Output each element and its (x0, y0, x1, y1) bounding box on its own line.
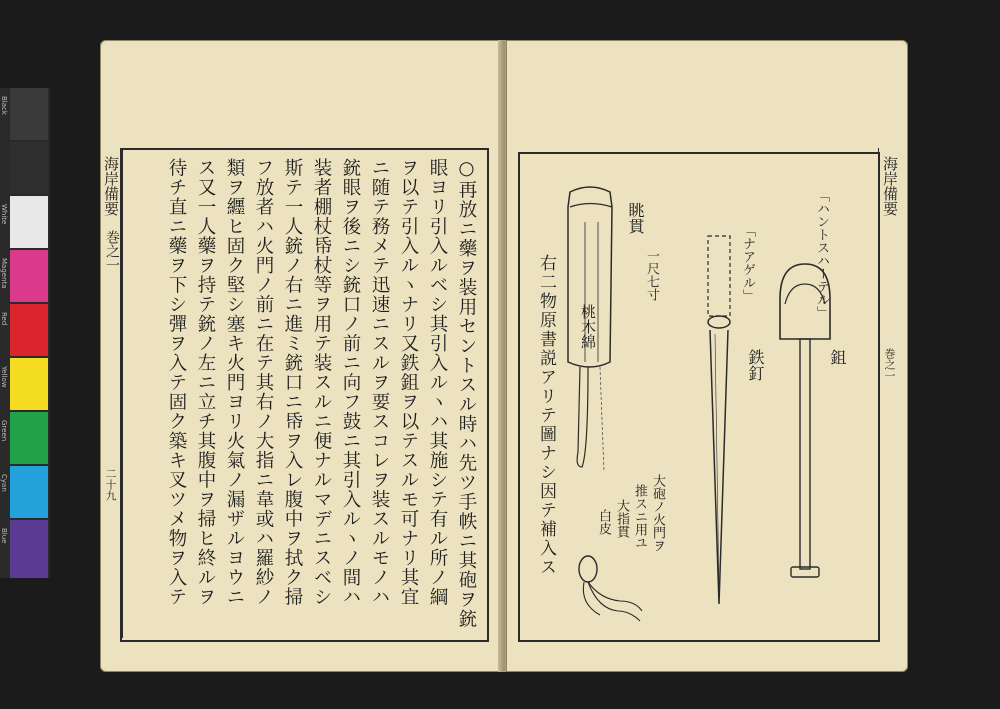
swatch-label-red: Red (0, 312, 8, 326)
swatch-label-cyan: Cyan (0, 474, 8, 492)
text-column: フ放者ハ火門ノ前ニ在テ其右ノ大指ニ韋或ハ羅紗ノ (253, 158, 274, 607)
text-column: ○再放ニ藥ヲ装用セントスル時ハ先ツ手帙ニ其砲ヲ銃 (456, 158, 477, 629)
text-column: ニ随テ務メテ迅速ニスルヲ要スコレヲ装スルモノハ (369, 158, 390, 607)
tool-label-spatula: 鉏 (828, 349, 847, 365)
left-page (100, 40, 502, 672)
tool-label-nail-reading: 「ナアゲル」 (740, 224, 755, 302)
left-header-title: 海岸備要 (102, 156, 120, 216)
right-page (506, 40, 908, 672)
swatch-white (10, 196, 48, 248)
spatula-illustration (775, 259, 835, 589)
swatch-label-yellow: Yellow (0, 366, 8, 388)
tool-label-spatula-reading: 「ハントスハーテル」 (814, 189, 829, 319)
sleeve-illustration (560, 182, 620, 482)
left-header-volume: 巻之一 (104, 230, 120, 272)
swatch-label-black: Black (0, 96, 8, 115)
right-illustration-frame (518, 152, 880, 642)
right-header-volume: 巻之一 (883, 348, 896, 381)
text-column: 待チ直ニ藥ヲ下シ彈ヲ入テ固ク築キ叉ツメ物ヲ入テ (166, 158, 187, 607)
swatch-label-white: White (0, 204, 8, 225)
nail-illustration (698, 234, 738, 614)
label-sub: 大指貫 (614, 499, 629, 538)
swatch-cyan (10, 466, 48, 518)
text-column: 類ヲ纒ヒ固ク堅シ塞キ火門ヨリ火氣ノ漏ザルヨウニ (224, 158, 245, 607)
note-text: 右二物原書説アリテ圖ナシ因テ補入ス (536, 254, 556, 577)
text-column: ヲ以テ引入ルヽナリ又鉄鉏ヲ以テスルモ可ナリ其宜 (398, 158, 419, 607)
label-cannon-line2: 推スニ用ユ (632, 484, 647, 549)
tool-sleeve-length: 一尺七寸 (644, 249, 659, 301)
open-book (100, 40, 908, 672)
label-cannon-line1: 大砲ノ火門ヲ (650, 474, 665, 552)
swatch-black (10, 88, 48, 140)
swatch-blue (10, 520, 48, 578)
text-column: 銃眼ヲ後ニシ銃口ノ前ニ向フ鼓ニ其引入ルヽノ間ハ (340, 158, 361, 607)
tool-label-nail: 鉄釘 (746, 349, 765, 381)
label-cloth: 桃木綿 (579, 304, 597, 349)
color-calibration-bar (0, 88, 50, 578)
tool-label-sleeve: 眺貫 (626, 202, 645, 234)
text-column: ス又一人藥ヲ持テ銃ノ左ニ立チ其腹中ヲ掃ヒ終ルヲ (195, 158, 216, 607)
swatch-magenta (10, 250, 48, 302)
thumb-guard-illustration (570, 549, 650, 629)
swatch-red (10, 304, 48, 356)
swatch-label-magenta: Magenta (0, 258, 8, 289)
left-page-number: 二十九 (104, 468, 117, 501)
right-header-title: 海岸備要 (881, 156, 899, 216)
text-column: 装者棚杖帋杖等ヲ用テ装スルニ便ナルマデニスベシ (311, 158, 332, 607)
right-page-margin-header (878, 148, 901, 638)
text-column: 眼ヨリ引入ルベシ其引入ルヽハ其施シテ有ル所ノ綱 (427, 158, 448, 607)
swatch-yellow (10, 358, 48, 410)
swatch-label-blue: Blue (0, 528, 8, 544)
left-text-block (150, 158, 478, 632)
swatch-label-green: Green (0, 420, 8, 442)
text-column: 斯テ一人銃ノ右ニ進ミ銃口ニ帋ヲ入レ腹中ヲ拭ク掃 (282, 158, 303, 607)
swatch-gray (10, 142, 48, 194)
swatch-green (10, 412, 48, 464)
label-leather: 白皮 (596, 509, 611, 535)
left-text-frame (120, 148, 489, 642)
